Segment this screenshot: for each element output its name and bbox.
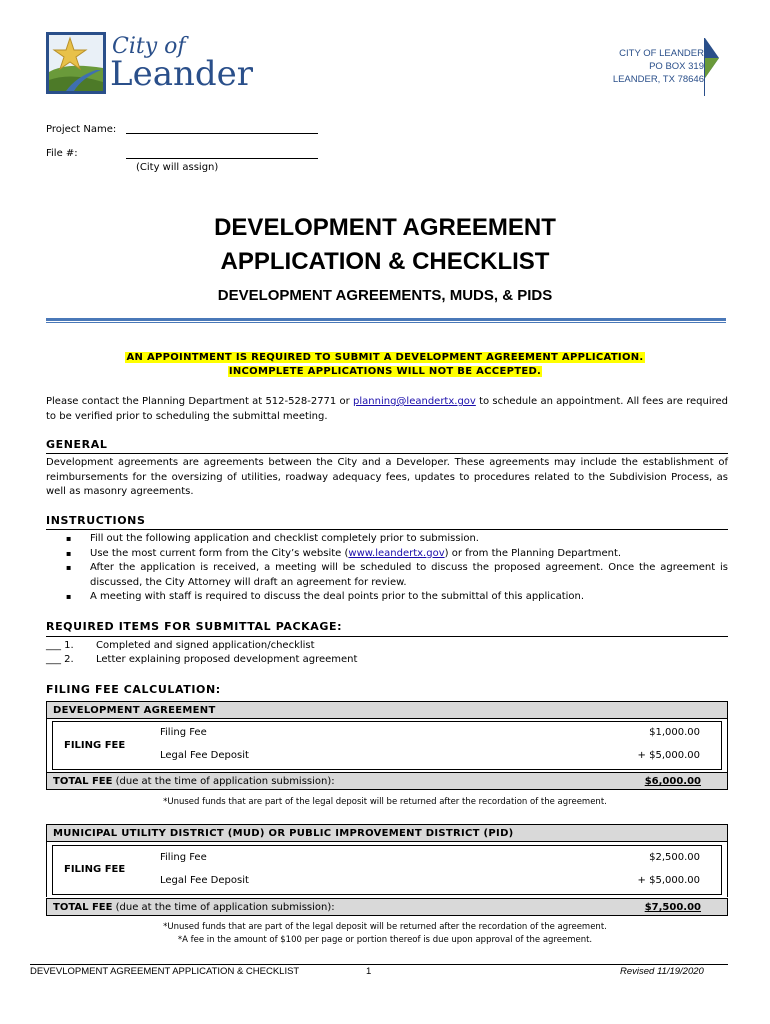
planning-email-link[interactable]: planning@leandertx.gov bbox=[353, 396, 476, 407]
da-total-row bbox=[46, 772, 728, 790]
mud-fee-amount: $2,500.00 bbox=[649, 852, 700, 863]
filing-fee-heading: FILING FEE CALCULATION: bbox=[46, 683, 221, 696]
incomplete-notice bbox=[0, 366, 770, 377]
general-paragraph: Development agreements are agreements between the City and a Developer. These agreements may include the establishment of reimbursements for the oversizing of utilities, roadway adequacy fees, updates to procedures related to the Subdivision Process, as well as masonry agreements. bbox=[46, 457, 728, 497]
required-items-list bbox=[46, 639, 357, 667]
mud-total-amount: $7,500.00 bbox=[644, 902, 701, 913]
instruction-text: Use the most current form from the City’s website ( bbox=[90, 547, 349, 559]
da-total-suffix: (due at the time of application submission): bbox=[112, 776, 335, 787]
da-deposit-amount: + $5,000.00 bbox=[637, 750, 700, 761]
address-line-3: LEANDER, TX 78646 bbox=[612, 74, 704, 85]
mud-page-fee-note: *A fee in the amount of $100 per page or portion thereof is due upon approval of the agreement. bbox=[177, 935, 593, 945]
contact-text-after: to schedule an appointment. All fees are required to be verified prior to scheduling the submittal meeting. bbox=[46, 396, 729, 422]
appointment-notice bbox=[0, 352, 770, 363]
required-items-heading: REQUIRED ITEMS FOR SUBMITTAL PACKAGE: bbox=[46, 620, 343, 633]
instruction-item: ▪ After the application is received, a meeting will be scheduled to discuss the proposed agreement. Once the agreement is discussed, the City Attorney will draft an agreement for review. bbox=[66, 561, 728, 590]
city-address bbox=[604, 47, 704, 86]
contact-text-before: Please contact the Planning Department at 512-528-2771 or bbox=[46, 396, 354, 407]
mud-fee-label: Filing Fee bbox=[160, 852, 207, 863]
mud-unused-funds-note: *Unused funds that are part of the legal deposit will be returned after the recordation of the agreement. bbox=[163, 922, 607, 932]
footer-title: DEVEVLOPMENT AGREEMENT APPLICATION & CHECKLIST bbox=[30, 966, 300, 977]
da-total-amount: $6,000.00 bbox=[644, 776, 701, 787]
page-subtitle: DEVELOPMENT AGREEMENTS, MUDS, & PIDS bbox=[217, 287, 553, 304]
instruction-text: ) or from the Planning Department. bbox=[444, 547, 622, 559]
logo-city-text: City of bbox=[112, 34, 186, 59]
mud-table-header: MUNICIPAL UTILITY DISTRICT (MUD) OR PUBLIC IMPROVEMENT DISTRICT (PID) bbox=[46, 824, 728, 842]
instructions-heading: INSTRUCTIONS bbox=[46, 514, 146, 527]
project-name-label: Project Name: bbox=[46, 124, 117, 135]
contact-paragraph bbox=[46, 395, 728, 424]
title-rule bbox=[46, 318, 726, 321]
instruction-item: ▪ A meeting with staff is required to discuss the deal points prior to the submittal of this application. bbox=[66, 590, 728, 605]
logo-name-text: Leander bbox=[110, 54, 254, 94]
address-line-2: PO BOX 319 bbox=[649, 61, 704, 72]
city-logo-icon bbox=[46, 32, 106, 94]
required-item-checkbox[interactable]: ___ 1. bbox=[46, 640, 74, 651]
file-number-label: File #: bbox=[46, 148, 78, 159]
required-item-checkbox[interactable]: ___ 2. bbox=[46, 654, 74, 665]
address-line-1: CITY OF LEANDER bbox=[619, 48, 704, 59]
title-rule-thin bbox=[46, 322, 726, 323]
required-item-text: Letter explaining proposed development agreement bbox=[96, 654, 358, 665]
footer-revised-date: Revised 11/19/2020 bbox=[620, 966, 704, 977]
instruction-item: ▪ Fill out the following application and checklist completely prior to submission. bbox=[66, 532, 728, 547]
da-fee-label: Filing Fee bbox=[160, 727, 207, 738]
da-table-header: DEVELOPMENT AGREEMENT bbox=[46, 701, 728, 719]
da-unused-funds-note: *Unused funds that are part of the legal deposit will be returned after the recordation of the agreement. bbox=[163, 797, 607, 807]
page-title-line-1: DEVELOPMENT AGREEMENT bbox=[214, 214, 556, 241]
footer-rule bbox=[30, 964, 728, 965]
mud-total-label: TOTAL FEE bbox=[53, 902, 113, 913]
da-deposit-label: Legal Fee Deposit bbox=[160, 750, 249, 761]
mud-total-row bbox=[46, 898, 728, 916]
mud-filing-fee-label: FILING FEE bbox=[64, 864, 126, 875]
required-item[interactable] bbox=[46, 639, 357, 653]
general-heading: GENERAL bbox=[46, 438, 108, 451]
footer-page-number: 1 bbox=[366, 966, 372, 977]
arrow-accent-icon bbox=[705, 38, 719, 78]
instruction-item bbox=[66, 547, 728, 562]
required-item-text: Completed and signed application/checklist bbox=[96, 640, 315, 651]
incomplete-notice-text: INCOMPLETE APPLICATIONS WILL NOT BE ACCEPTED. bbox=[228, 366, 542, 377]
page-title-line-2: APPLICATION & CHECKLIST bbox=[220, 248, 550, 275]
da-total-label: TOTAL FEE bbox=[53, 776, 113, 787]
general-rule bbox=[46, 453, 728, 454]
city-logo bbox=[46, 32, 254, 98]
da-fee-amount: $1,000.00 bbox=[649, 727, 700, 738]
appointment-notice-text: AN APPOINTMENT IS REQUIRED TO SUBMIT A DEVELOPMENT AGREEMENT APPLICATION. bbox=[126, 352, 644, 363]
website-link[interactable]: www.leandertx.gov bbox=[348, 547, 445, 559]
file-number-hint: (City will assign) bbox=[136, 162, 219, 173]
mud-total-suffix: (due at the time of application submission): bbox=[112, 902, 335, 913]
file-number-field[interactable] bbox=[126, 158, 318, 159]
required-items-rule bbox=[46, 636, 728, 637]
project-name-field[interactable] bbox=[126, 133, 318, 134]
da-filing-fee-label: FILING FEE bbox=[64, 740, 126, 751]
instructions-rule bbox=[46, 529, 728, 530]
instructions-list bbox=[66, 532, 728, 605]
mud-deposit-amount: + $5,000.00 bbox=[637, 875, 700, 886]
required-item[interactable] bbox=[46, 653, 357, 667]
mud-deposit-label: Legal Fee Deposit bbox=[160, 875, 249, 886]
